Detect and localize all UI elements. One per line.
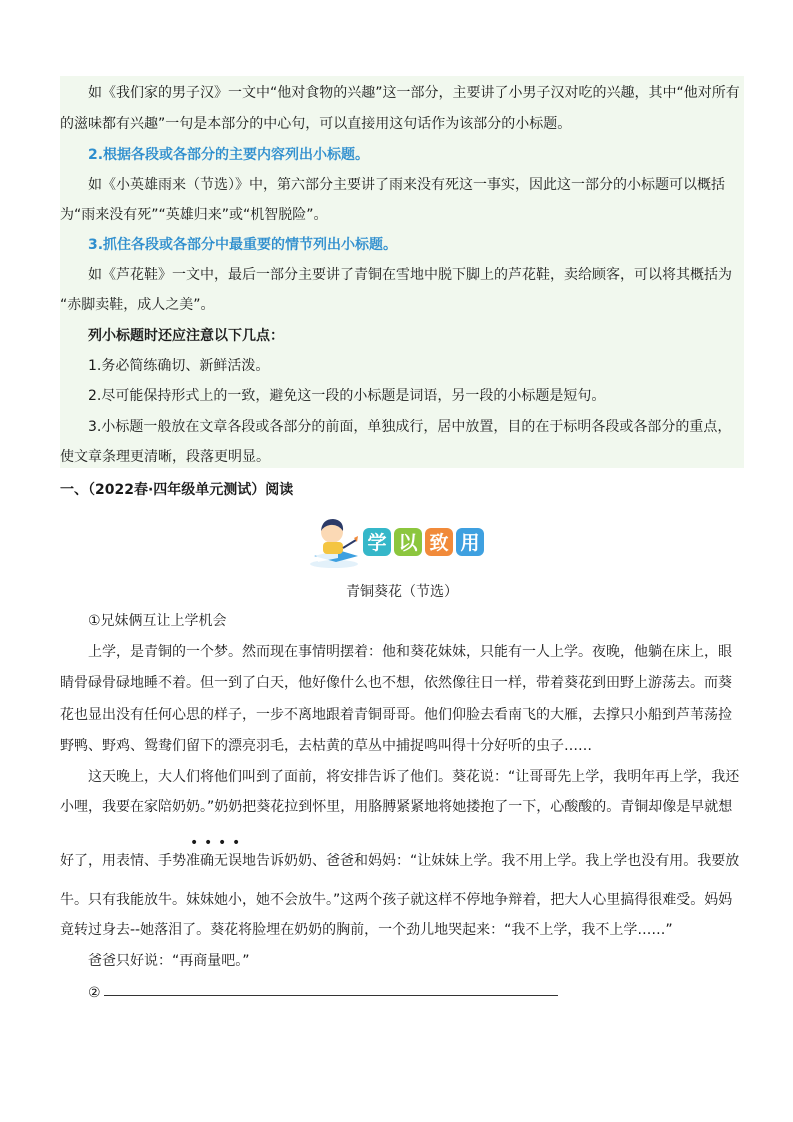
student-reading-icon xyxy=(310,519,358,568)
section-heading: 一、（2022春·四年级单元测试）阅读 xyxy=(60,482,294,498)
emphasis-dot: • xyxy=(190,835,199,851)
tips-line: 的滋味都有兴趣”一句是本部分的中心句，可以直接用这句话作为该部分的小标题。 xyxy=(60,116,572,132)
tips-line: 如《我们家的男子汉》一文中“他对食物的兴趣”这一部分，主要讲了小男子汉对吃的兴趣，其中“他对所有 xyxy=(88,85,740,101)
passage-line: 上学，是青铜的一个梦。然而现在事情明摆着：他和葵花妹妹，只能有一人上学。夜晚，他躺在床上，眼 xyxy=(88,644,732,660)
tips-note-item: 2.尽可能保持形式上的一致，避免这一段的小标题是词语，另一段的小标题是短句。 xyxy=(88,388,606,404)
tips-subheading: 2.根据各段或各部分的主要内容列出小标题。 xyxy=(88,147,370,163)
badge-char: 致 xyxy=(429,532,449,554)
badge-char: 学 xyxy=(367,532,387,554)
passage-line: 爸爸只好说：“再商量吧。” xyxy=(88,953,250,969)
passage-line: 小哩，我要在家陪奶奶。”奶奶把葵花拉到怀里，用胳膊紧紧地将她搂抱了一下，心酸酸的。青铜却像是早就想 xyxy=(60,799,733,815)
part-label: ② xyxy=(88,985,101,1001)
passage-line: 牛。只有我能放牛。妹妹她小，她不会放牛。”这两个孩子就这样不停地争辩着，把大人心里搞得很难受。妈妈 xyxy=(60,892,733,908)
tips-note-heading: 列小标题时还应注意以下几点： xyxy=(88,328,284,344)
passage-line: 花也显出没有任何心思的样子，一步不离地跟着青铜哥哥。他们仰脸去看南飞的大雁，去撑只小船到芦苇荡捡 xyxy=(60,707,732,723)
badge-char: 用 xyxy=(460,532,480,554)
passage-line: 竟转过身去--她落泪了。葵花将脸埋在奶奶的胸前，一个劲儿地哭起来：“我不上学，我不上学……” xyxy=(60,922,673,938)
passage-line: 睛骨碌骨碌地睡不着。但一到了白天，他好像什么也不想，依然像往日一样，带着葵花到田野上游荡去。而葵 xyxy=(60,675,732,691)
part-label: ①兄妹俩互让上学机会 xyxy=(88,613,227,629)
tips-line: 如《小英雄雨来（节选）》中，第六部分主要讲了雨来没有死这一事实，因此这一部分的小标题可以概括 xyxy=(88,177,725,193)
tips-note-item: 3.小标题一般放在文章各段或各部分的前面，单独成行，居中放置，目的在于标明各段或各部分的重点， xyxy=(88,419,732,435)
passage-line: 这天晚上，大人们将他们叫到了面前，将安排告诉了他们。葵花说：“让哥哥先上学，我明年再上学，我还 xyxy=(88,769,740,785)
emphasis-dot: • xyxy=(232,835,241,851)
xue-yi-zhi-yong-badge xyxy=(308,514,488,570)
passage-line: 好了，用表情、手势准确无误地告诉奶奶、爸爸和妈妈：“让妹妹上学。我不用上学。我上学也没有用。我要放 xyxy=(60,853,740,869)
tips-line: 如《芦花鞋》一文中，最后一部分主要讲了青铜在雪地中脱下脚上的芦花鞋，卖给顾客，可以将其概括为 xyxy=(88,267,732,283)
badge-char: 以 xyxy=(398,532,418,554)
tips-subheading: 3.抓住各段或各部分中最重要的情节列出小标题。 xyxy=(88,237,398,253)
emphasis-dot: • xyxy=(204,835,213,851)
passage-title: 青铜葵花（节选） xyxy=(346,584,458,600)
tips-line: 为“雨来没有死”“英雄归来”或“机智脱险”。 xyxy=(60,207,328,223)
tips-note-item: 1.务必简练确切、新鲜活泼。 xyxy=(88,358,270,374)
answer-blank[interactable] xyxy=(104,995,558,996)
tips-line: “赤脚卖鞋，成人之美”。 xyxy=(60,297,215,313)
passage-line: 野鸭、野鸡、鸳鸯们留下的漂亮羽毛，去枯黄的草丛中捕捉鸣叫得十分好听的虫子…… xyxy=(60,738,592,754)
emphasis-dot: • xyxy=(218,835,227,851)
tips-line: 使文章条理更清晰，段落更明显。 xyxy=(60,449,270,465)
